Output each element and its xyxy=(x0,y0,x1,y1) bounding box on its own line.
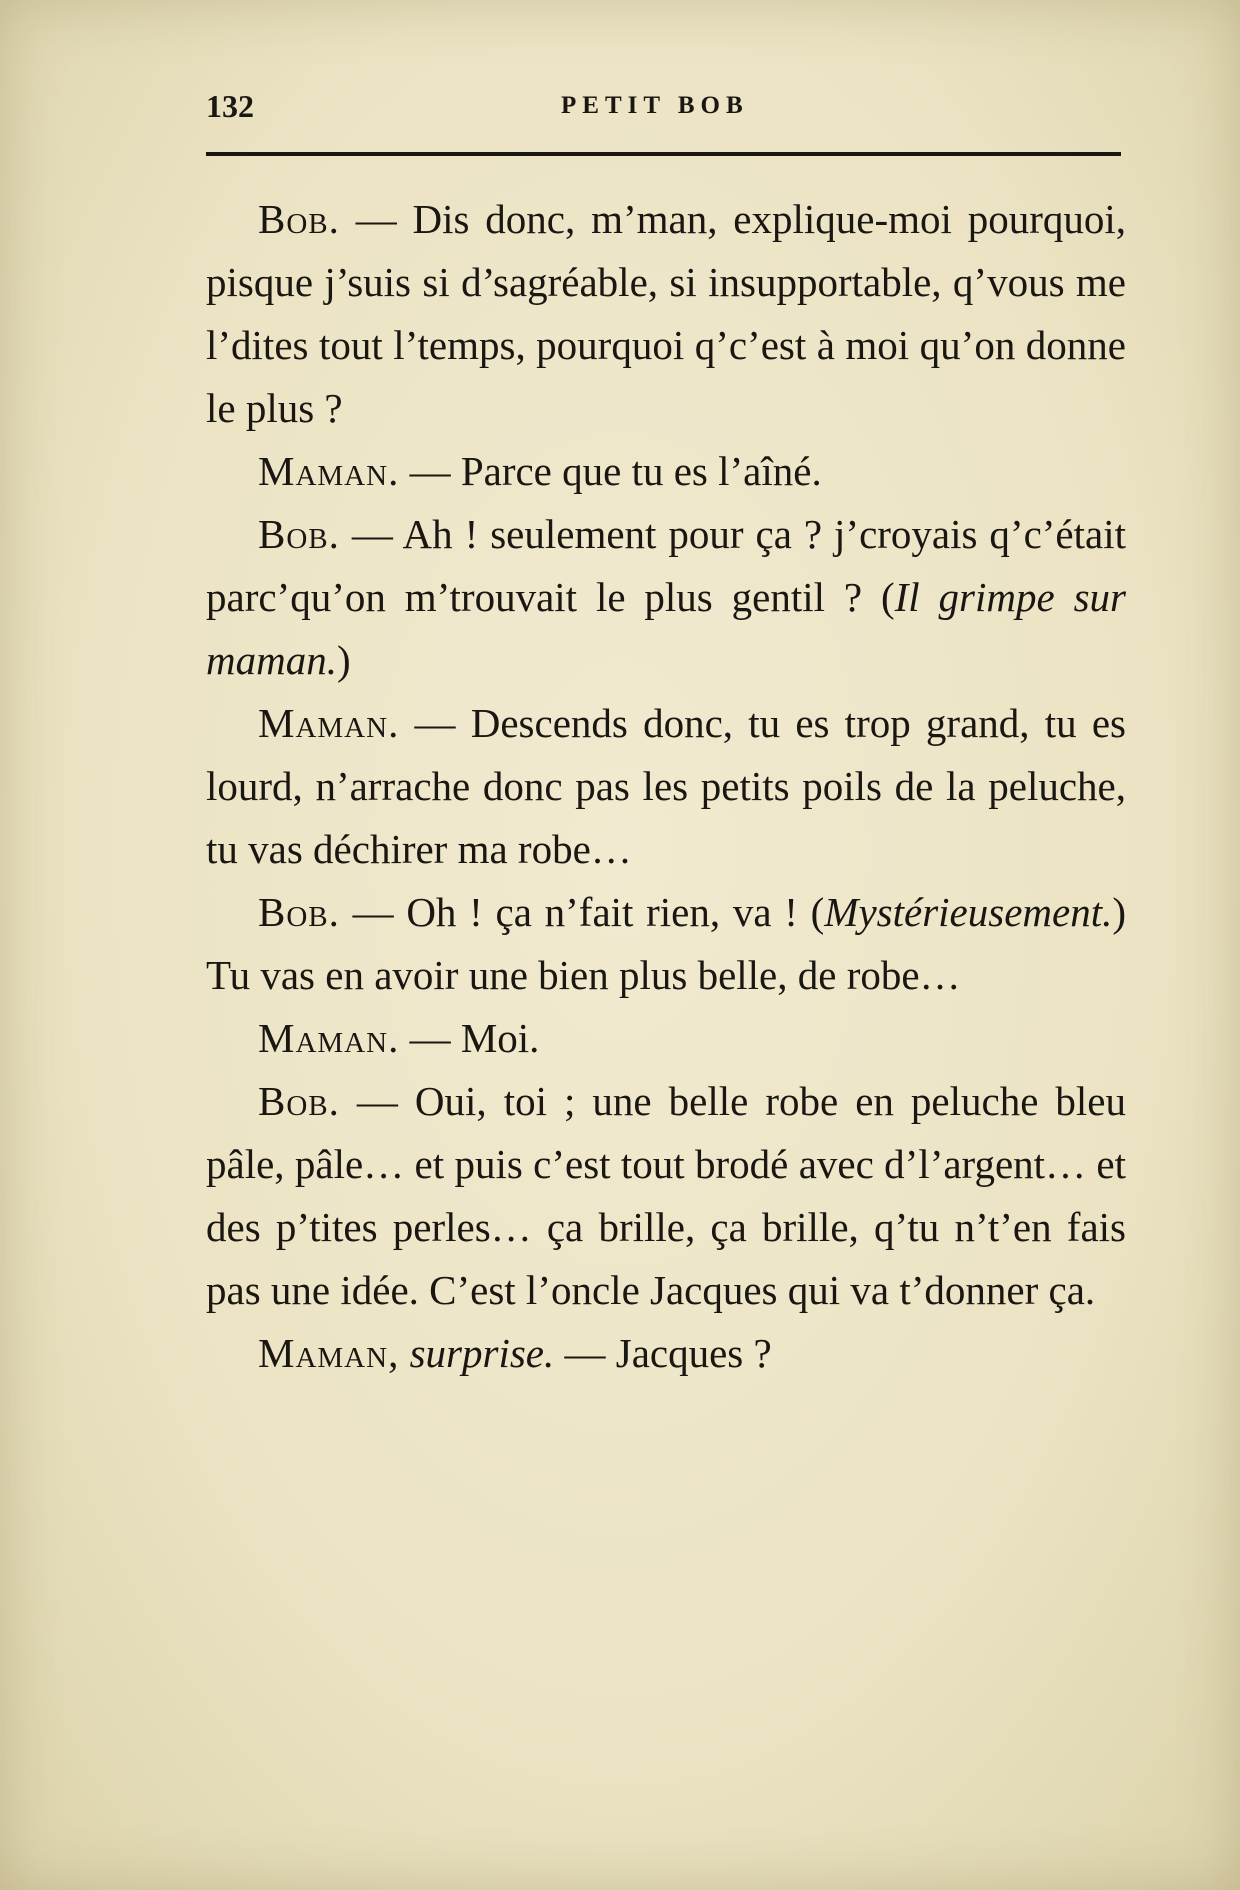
dialogue-paragraph xyxy=(206,188,1126,440)
running-title: PETIT BOB xyxy=(561,92,749,119)
dialogue-text: — Moi. xyxy=(399,1015,540,1061)
speaker-name: Bob. xyxy=(258,889,340,935)
dialogue-text: — Parce que tu es l’aîné. xyxy=(399,448,822,494)
dialogue-text: — Oh ! ça n’fait rien, va ! ( xyxy=(339,889,825,935)
speaker-name: Bob. xyxy=(258,511,340,557)
dialogue-text-continued: ) Tu vas en avoir une bien plus belle, de robe… xyxy=(206,889,1126,998)
stage-direction: Il grimpe sur maman. xyxy=(206,574,1126,683)
speaker-name: Maman. xyxy=(258,700,400,746)
speaker-name: Bob. xyxy=(258,196,340,242)
dialogue-paragraph xyxy=(206,1322,1126,1385)
dialogue-text: — Descends donc, tu es trop grand, tu es lourd, n’arrache donc pas les petits poils de la peluche, tu vas déchirer ma robe… xyxy=(206,700,1126,872)
speaker-name: Maman. xyxy=(258,1015,400,1061)
speaker-name: Bob. xyxy=(258,1078,340,1124)
dialogue-paragraph xyxy=(206,440,1126,503)
dialogue-paragraph xyxy=(206,1007,1126,1070)
dialogue-paragraph xyxy=(206,1070,1126,1322)
dialogue-text: — Jacques ? xyxy=(554,1330,772,1376)
dialogue-text: — Oui, toi ; une belle robe en peluche bleu pâle, pâle… et puis c’est tout brodé avec d’l’argent… et des p’tites perles… ça brille, ça brille, q’tu n’t’en fais pas une idée. C’est l’oncle Jacques qui va t’donner ça. xyxy=(206,1078,1126,1313)
speaker-name: Maman. xyxy=(258,448,400,494)
page-number: 132 xyxy=(206,88,254,124)
stage-direction: surprise. xyxy=(399,1330,555,1376)
dialogue-paragraph xyxy=(206,503,1126,692)
stage-direction: Mystérieusement. xyxy=(824,889,1113,935)
page-body xyxy=(206,188,1126,1385)
stage-paren-open: ( xyxy=(880,574,895,620)
dialogue-paragraph xyxy=(206,881,1126,1007)
dialogue-text: — Dis donc, m’man, explique-moi pourquoi, pisque j’suis si d’sagréable, si insupportable, q’vous me l’dites tout l’temps, pourquoi q’c’est à moi qu’on donne le plus ? xyxy=(206,196,1126,431)
dialogue-paragraph xyxy=(206,692,1126,881)
speaker-name: Maman, xyxy=(258,1330,400,1376)
stage-paren-close: ) xyxy=(336,637,351,683)
page-header xyxy=(206,88,1121,128)
header-rule xyxy=(206,152,1121,156)
dialogue-text: — Ah ! seulement pour ça ? j’croyais q’c’était parc’qu’on m’trouvait le plus gentil ? xyxy=(206,511,1126,620)
